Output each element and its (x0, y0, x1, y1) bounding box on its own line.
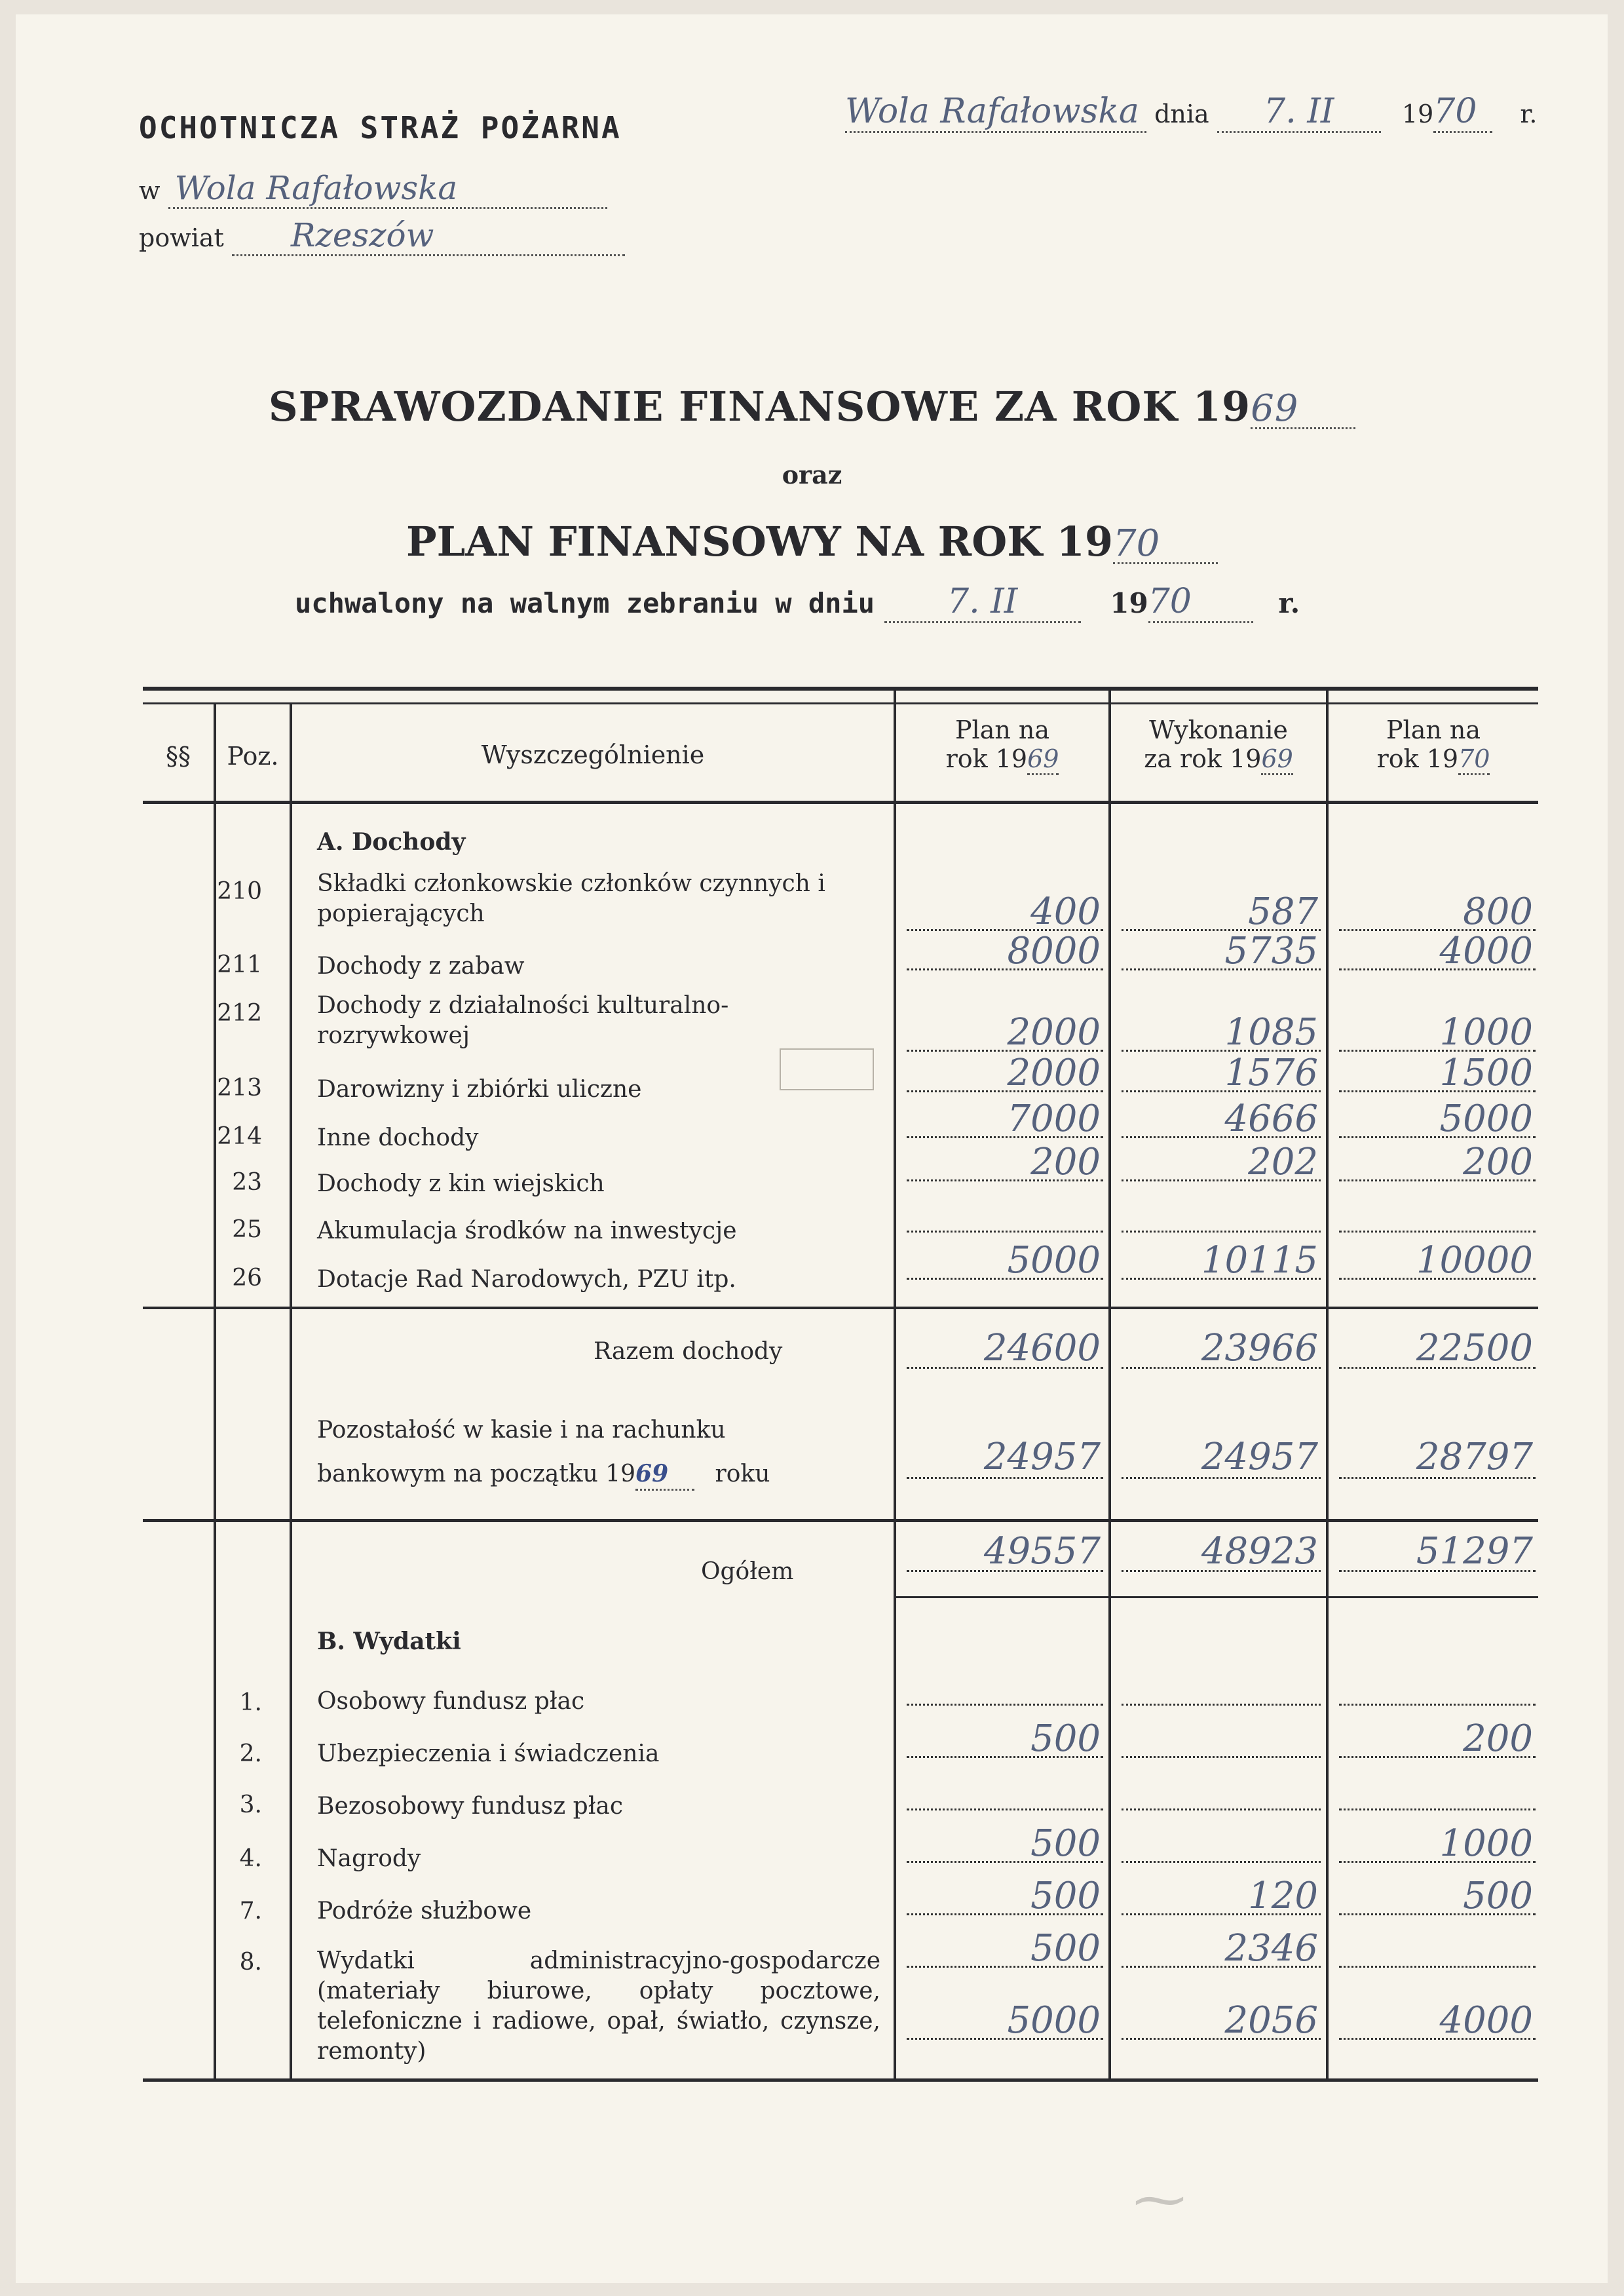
grand-total-rule (894, 1596, 1538, 1598)
header-plan-prev (896, 716, 1108, 773)
income-desc: Akumulacja środków na inwestycje (317, 1217, 737, 1244)
balance-label-year: 69 (635, 1459, 694, 1491)
income-plan-value: 5000 (1007, 1239, 1101, 1282)
expense-next-value: 200 (1463, 1717, 1533, 1760)
header-plan-prev-line1: Plan na (954, 716, 1050, 744)
total-income-plan: 24600 (983, 1327, 1101, 1369)
expense-exec-value: 2346 (1224, 1927, 1318, 1970)
header-exec-label: za rok 19 (1144, 744, 1262, 773)
expense-plan-value: 500 (1030, 1927, 1101, 1970)
section-a-heading: A. Dochody (317, 828, 466, 856)
total-income-exec: 23966 (1201, 1327, 1318, 1369)
r-label: r. (1520, 100, 1538, 128)
income-exec-value: 1085 (1224, 1011, 1318, 1054)
col-divider-2 (290, 702, 292, 2078)
header-exec-year: 69 (1261, 744, 1293, 775)
expense-poz: 1. (239, 1689, 262, 1716)
expense-next-value: 1000 (1439, 1822, 1533, 1865)
balance-label-2a: bankowym na początku 19 (317, 1461, 636, 1487)
approved-r: r. (1278, 587, 1300, 619)
place-value: Wola Rafałowska (845, 92, 1146, 133)
approved-year-prefix: 19 (1110, 587, 1148, 619)
income-next-value: 4000 (1439, 930, 1533, 972)
grand-total-plan: 49557 (983, 1530, 1101, 1573)
income-next-value: 1000 (1439, 1011, 1533, 1054)
income-desc: Dotacje Rad Narodowych, PZU itp. (317, 1266, 736, 1293)
income-plan-value: 2000 (1007, 1052, 1101, 1094)
income-desc: Składki członkowskie członków czynnych i popierających (317, 870, 825, 927)
report-year: 69 (1251, 391, 1355, 429)
plan-title (0, 518, 1624, 565)
powiat-value: Rzeszów (232, 216, 625, 256)
approved-line (295, 582, 1300, 623)
powiat-line (139, 216, 625, 256)
w-line (139, 169, 607, 209)
income-exec-value: 4666 (1224, 1098, 1318, 1140)
col-divider-3 (894, 687, 896, 2078)
expense-poz: 2. (239, 1740, 262, 1767)
total-income-label: Razem dochody (594, 1338, 783, 1365)
expense-plan-value: 500 (1030, 1717, 1101, 1760)
header-plan-next (1329, 716, 1538, 773)
expense-exec-value: 2056 (1224, 1999, 1318, 2042)
income-exec-value: 10115 (1201, 1239, 1318, 1282)
expense-exec-line (1122, 1704, 1321, 1706)
income-poz: 25 (232, 1216, 262, 1243)
report-title-text: SPRAWOZDANIE FINANSOWE ZA ROK 19 (268, 383, 1251, 430)
plan-year: 70 (1113, 526, 1218, 564)
header-plan-prev-line2 (896, 744, 1108, 773)
org-name: OCHOTNICZA STRAŻ POŻARNA (139, 110, 622, 145)
expense-next-line (1339, 1808, 1536, 1810)
balance-plan: 24957 (983, 1436, 1101, 1478)
income-next-value: 1500 (1439, 1052, 1533, 1094)
balance-next: 28797 (1416, 1436, 1533, 1478)
income-plan-value: 200 (1030, 1141, 1101, 1183)
expense-desc: Bezosobowy fundusz płac (317, 1793, 624, 1820)
razem-top-rule (143, 1307, 1538, 1309)
expense-plan-value: 5000 (1007, 1999, 1101, 2042)
income-plan-value: 400 (1030, 890, 1101, 933)
col-divider-4 (1108, 687, 1111, 2078)
header-plan-next-label: rok 19 (1376, 744, 1459, 773)
expense-poz: 4. (239, 1845, 262, 1872)
approved-label: uchwalony na walnym zebraniu w dniu (295, 587, 875, 619)
income-exec-line (1122, 1231, 1321, 1233)
income-poz: 26 (232, 1265, 262, 1292)
income-exec-value: 5735 (1224, 930, 1318, 972)
header-plan-next-line1: Plan na (1386, 716, 1481, 744)
col-divider-1 (214, 702, 216, 2078)
balance-label-2 (317, 1459, 880, 1491)
expense-desc: Ubezpieczenia i świadczenia (317, 1740, 660, 1767)
expense-next-value: 500 (1463, 1875, 1533, 1917)
income-poz: 210 (217, 878, 262, 905)
income-poz: 213 (217, 1075, 262, 1101)
header-poz: Poz. (227, 742, 279, 771)
income-plan-value: 2000 (1007, 1011, 1101, 1054)
header-desc: Wyszczególnienie (481, 740, 705, 769)
header-bottom-rule (143, 801, 1538, 804)
balance-label-2b: roku (715, 1461, 770, 1487)
table-top-rule-2 (143, 702, 1538, 704)
income-poz: 211 (217, 951, 262, 978)
expense-desc: Nagrody (317, 1845, 421, 1872)
expense-next-line (1339, 1704, 1536, 1706)
income-desc: Dochody z kin wiejskich (317, 1170, 605, 1197)
income-exec-value: 1576 (1224, 1052, 1318, 1094)
header-exec-line1: Wykonanie (1149, 716, 1288, 744)
income-poz: 212 (217, 1000, 262, 1027)
plan-title-text: PLAN FINANSOWY NA ROK 19 (406, 518, 1113, 565)
expense-desc: Wydatki administracyjno-gospodarcze (materiały biurowe, opłaty pocztowe, telefoniczne i radiowe, opał, światło, czynsze, remonty) (317, 1947, 880, 2065)
income-desc: Darowizny i zbiórki uliczne (317, 1076, 642, 1103)
w-label: w (139, 176, 161, 205)
income-next-value: 200 (1463, 1141, 1533, 1183)
expense-desc: Podróże służbowe (317, 1898, 532, 1924)
place-date-line (845, 92, 1537, 133)
w-value: Wola Rafałowska (168, 169, 607, 209)
expense-exec-line (1122, 1808, 1321, 1810)
income-plan-line (907, 1231, 1103, 1233)
balance-bottom-rule (143, 1519, 1538, 1522)
year-value: 70 (1433, 92, 1492, 133)
grand-total-next: 51297 (1416, 1530, 1533, 1573)
expense-next-value: 4000 (1439, 1999, 1533, 2042)
income-exec-value: 587 (1248, 890, 1318, 933)
header-plan-next-year: 70 (1458, 744, 1490, 775)
oraz-label: oraz (782, 460, 842, 489)
balance-exec: 24957 (1201, 1436, 1318, 1478)
approved-year: 70 (1148, 582, 1253, 623)
total-income-next: 22500 (1416, 1327, 1533, 1369)
expense-plan-value: 500 (1030, 1822, 1101, 1865)
expense-poz: 8. (239, 1949, 262, 1976)
header-exec-line2 (1111, 744, 1326, 773)
header-par: §§ (166, 742, 191, 771)
handwritten-initials: ⁓ (1133, 2169, 1186, 2230)
expense-exec-line (1122, 1756, 1321, 1758)
expense-exec-value: 120 (1248, 1875, 1318, 1917)
balance-label-1: Pozostałość w kasie i na rachunku (317, 1417, 726, 1444)
expense-poz: 7. (239, 1898, 262, 1924)
date-value: 7. II (1217, 92, 1381, 133)
grand-total-label: Ogółem (701, 1558, 794, 1585)
income-next-value: 10000 (1416, 1239, 1533, 1282)
expense-desc: Osobowy fundusz płac (317, 1688, 585, 1715)
income-poz: 23 (232, 1169, 262, 1196)
expense-exec-line (1122, 1861, 1321, 1863)
grand-total-exec: 48923 (1201, 1530, 1318, 1573)
expense-plan-line (907, 1704, 1103, 1706)
expense-plan-value: 500 (1030, 1875, 1101, 1917)
header-plan-next-line2 (1329, 744, 1538, 773)
col-divider-5 (1326, 687, 1329, 2078)
expense-next-line (1339, 1966, 1536, 1968)
table-bottom-rule (143, 2078, 1538, 2082)
income-plan-value: 8000 (1007, 930, 1101, 972)
income-poz: 214 (217, 1123, 262, 1150)
header-plan-prev-year: 69 (1027, 744, 1059, 775)
header-plan-prev-label: rok 19 (945, 744, 1028, 773)
header-exec (1111, 716, 1326, 773)
income-next-value: 5000 (1439, 1098, 1533, 1140)
income-exec-value: 202 (1248, 1141, 1318, 1183)
approved-date: 7. II (884, 582, 1081, 623)
income-plan-value: 7000 (1007, 1098, 1101, 1140)
income-next-value: 800 (1463, 890, 1533, 933)
expense-plan-line (907, 1808, 1103, 1810)
table-top-rule (143, 687, 1538, 691)
section-b-heading: B. Wydatki (317, 1628, 461, 1655)
dnia-label: dnia (1154, 100, 1209, 128)
powiat-label: powiat (139, 223, 224, 252)
income-desc: Inne dochody (317, 1124, 479, 1151)
income-desc: Dochody z działalności kulturalno-rozrywkowej (317, 992, 729, 1049)
income-next-line (1339, 1231, 1536, 1233)
year-prefix: 19 (1401, 100, 1434, 128)
income-desc: Dochody z zabaw (317, 953, 525, 980)
expense-poz: 3. (239, 1791, 262, 1818)
report-title (0, 383, 1624, 430)
